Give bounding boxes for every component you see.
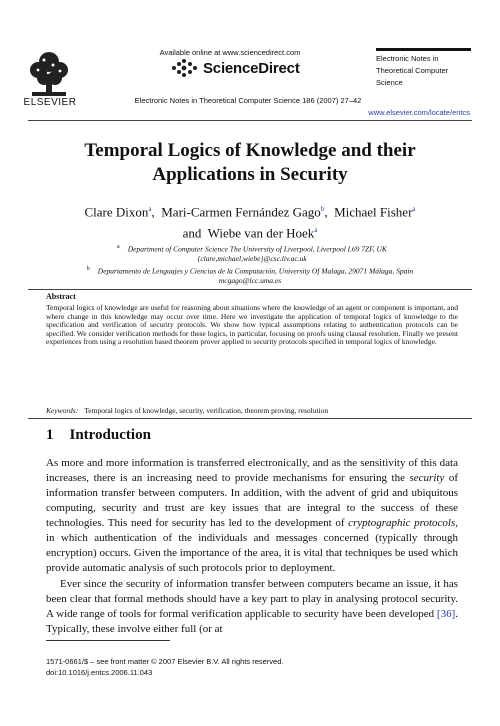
footer-info (46, 656, 283, 678)
affiliation-mark: b (86, 266, 90, 272)
author-affiliation-mark[interactable]: a (412, 205, 416, 213)
abstract-top-divider (28, 289, 472, 290)
and-word: and (182, 225, 202, 241)
series-line-1: Electronic Notes in (376, 54, 439, 63)
issn-line: 1571-0661/$ – see front matter © 2007 Elsevier B.V. All rights reserved. (46, 657, 284, 666)
author-line-1: Clare Dixon$^a$, Mari-Carmen Fernández Gago$^b$, Michael Fisher$^a$ (84, 204, 416, 220)
series-line-2: Theoretical Computer (376, 66, 449, 75)
keywords-text: Temporal logics of knowledge, security, verification, theorem proving, resolution (84, 406, 329, 415)
footnote-divider (46, 640, 170, 641)
sciencedirect-logo-text: ScienceDirect (203, 60, 300, 77)
journal-citation: Electronic Notes in Theoretical Computer Science 186 (2007) 27–42 (134, 96, 362, 105)
sciencedirect-dots-icon (170, 58, 200, 78)
series-line-3: Science (376, 78, 403, 87)
abstract-text: Temporal logics of knowledge are useful for reasoning about situations where the knowledge of an agent or component is important, and where change in this knowledge may occur over time. Here we investigate the application of temporal logics of knowledge to the specification and verification of security protocols. We show how typical assumptions relating to authentication protocols can be specified. We consider verification methods for these logics, in particular, focusing on proofs using clausal resolution. Finally we present experiences from using a resolution based theorem prover applied to security protocols specified in temporal logics of knowledge. (46, 303, 458, 346)
keywords-heading: Keywords: (46, 406, 79, 415)
affiliation-a (46, 243, 458, 263)
journal-series-box (376, 48, 471, 108)
affiliation-mark: a (117, 244, 120, 250)
paper-title (40, 139, 460, 187)
section-title: Introduction (69, 427, 151, 443)
affiliation-email[interactable]: {clare,michael,wiebe}@csc.liv.ac.uk (197, 253, 307, 263)
affiliation-email[interactable]: mcgago@lcc.uma.es (218, 275, 282, 285)
affiliation-text: Departamento de Lenguajes y Ciencias de la Computación, University Of Malaga, 29071 Málaga, Spain (97, 266, 414, 276)
author-affiliation-mark[interactable]: b (320, 205, 325, 213)
affiliation-text: Department of Computer Science The University of Liverpool, Liverpool L69 7ZF, UK (127, 244, 387, 254)
citation-link[interactable]: [36] (436, 608, 456, 620)
author-name: Wiebe van der Hoek (207, 225, 315, 241)
abstract-bottom-divider (28, 418, 472, 419)
emphasis-crypto: cryptographic protocols (348, 517, 456, 529)
title-line-2: Applications in Security (152, 164, 348, 185)
header-divider (28, 120, 472, 121)
keywords (46, 406, 458, 415)
author-affiliation-mark[interactable]: a (148, 205, 152, 213)
section-heading (46, 427, 151, 444)
section-number: 1 (46, 427, 54, 443)
author-line-2 (30, 221, 470, 242)
paragraph-1: As more and more information is transferred electronically, and as the sensitivity of this data increases, there is an increasing need to provide mechanisms for ensuring the security of information transfer between computers. In addition, with the advent of grid and ubiquitous computing, security and trust are key issues that are integral to the success of these technologies. This need for security has led to the development of cryptographic protocols, in which authentication of the individuals and messages concerned (typically through encryption) occurs. Given the importance of the area, it is vital that techniques be used which provide automatic analysis of such protocols prior to deployment. (46, 457, 458, 574)
author-name: Mari-Carmen Fernández Gago (161, 204, 321, 220)
author-affiliation-mark[interactable]: a (314, 226, 318, 235)
abstract-heading: Abstract (46, 292, 76, 301)
title-line-1: Temporal Logics of Knowledge and their (84, 140, 416, 161)
journal-url-link[interactable]: www.elsevier.com/locate/entcs (368, 108, 470, 117)
author-name: Michael Fisher (334, 204, 413, 220)
author-list (30, 200, 470, 243)
paragraph-2: Ever since the security of information transfer between computers became an issue, it has been clear that formal methods should have a key part to play in analysing protocol security. A wide range of tools for formal verification applicable to security have been developed [36]. Typically, these involve either full (or at (46, 578, 458, 635)
available-online-text[interactable]: Available online at www.sciencedirect.com (159, 48, 301, 57)
publisher-logo-text: ELSEVIER (23, 97, 77, 108)
emphasis-security: security (409, 472, 445, 484)
affiliation-b (30, 265, 470, 285)
author-name: Clare Dixon (84, 204, 149, 220)
doi-line[interactable]: doi:10.1016/j.entcs.2006.11.043 (46, 668, 153, 677)
